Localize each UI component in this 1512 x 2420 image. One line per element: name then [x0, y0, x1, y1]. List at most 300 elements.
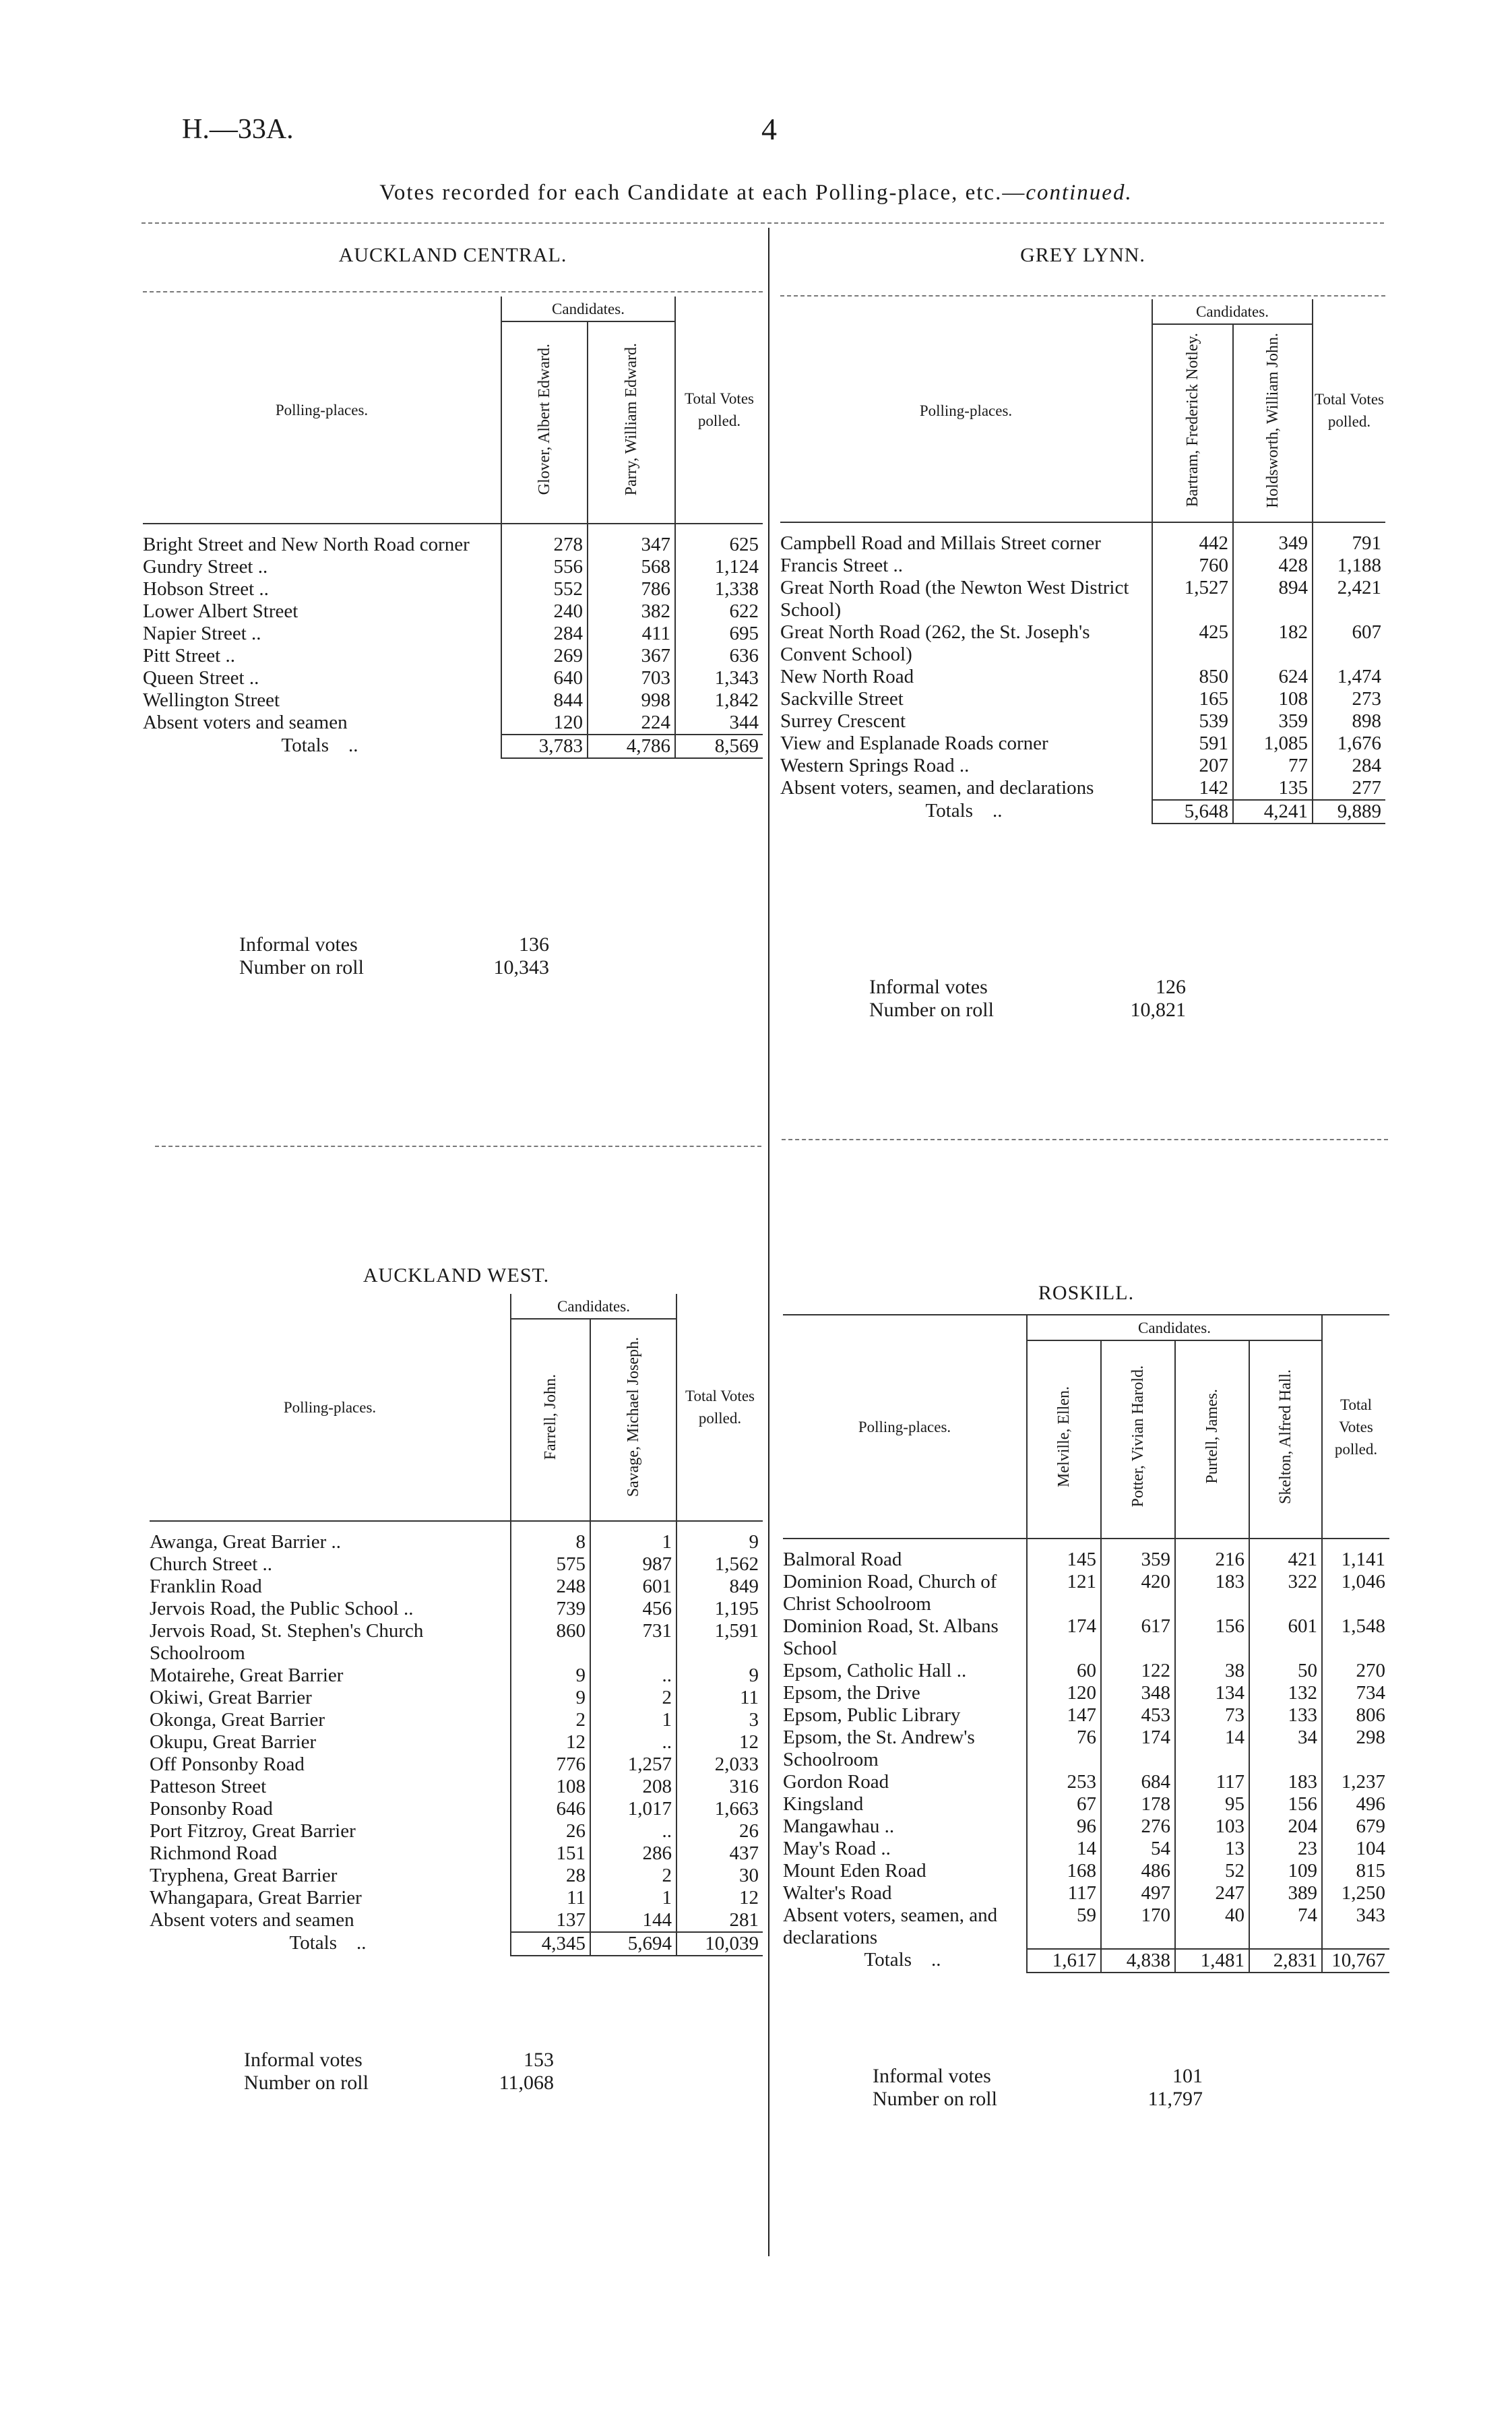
vote-count: 1,257	[590, 1754, 676, 1776]
polling-place: Absent voters and seamen	[150, 1909, 354, 1931]
vote-count: 52	[1175, 1860, 1249, 1882]
vote-count: 9	[511, 1665, 590, 1687]
candidate-name: Holdsworth, William John.	[1264, 332, 1282, 508]
total-votes: 1,842	[675, 689, 763, 712]
vote-count: 156	[1249, 1793, 1322, 1816]
total-header: Total Votes polled.	[1322, 1315, 1389, 1539]
candidate-total: 4,838	[1101, 1949, 1175, 1973]
total-votes: 1,124	[675, 556, 763, 578]
vote-count: 556	[501, 556, 588, 578]
vote-count: 204	[1249, 1816, 1322, 1838]
polling-place: Campbell Road and Millais Street corner	[780, 532, 1101, 554]
polling-place: Absent voters, seamen, and declarations	[780, 777, 1094, 799]
table-row	[780, 710, 1385, 733]
section-title: AUCKLAND WEST.	[363, 1264, 550, 1286]
table-row	[780, 666, 1385, 688]
total-votes: 2,421	[1313, 577, 1385, 621]
polling-place: Awanga, Great Barrier ..	[150, 1531, 341, 1553]
table-row	[150, 1909, 763, 1932]
polling-place: Off Ponsonby Road	[150, 1754, 305, 1775]
polling-place: Ponsonby Road	[150, 1798, 273, 1820]
vote-count: 67	[1027, 1793, 1101, 1816]
table-row	[780, 688, 1385, 710]
vote-count: 165	[1152, 688, 1233, 710]
candidate-total: 4,241	[1233, 800, 1313, 824]
vote-count: 442	[1152, 522, 1233, 555]
results-table	[150, 1294, 763, 1956]
candidate-name: Parry, William Edward.	[623, 343, 640, 496]
polling-place: Okiwi, Great Barrier	[150, 1687, 312, 1708]
total-votes: 9	[676, 1521, 763, 1553]
vote-count: 601	[1249, 1615, 1322, 1660]
candidate-name: Savage, Michael Joseph.	[625, 1336, 642, 1497]
total-votes: 625	[675, 524, 763, 556]
vote-count: 156	[1175, 1615, 1249, 1660]
vote-count: 617	[1101, 1615, 1175, 1660]
roll-value: 11,068	[499, 2072, 554, 2094]
informal-value: 126	[1156, 976, 1186, 998]
candidate-total: 1,481	[1175, 1949, 1249, 1973]
table-row	[783, 1882, 1389, 1904]
vote-count: 28	[511, 1865, 590, 1887]
vote-count: 428	[1233, 555, 1313, 577]
vote-count: 134	[1175, 1682, 1249, 1704]
table-row	[143, 524, 763, 556]
table-row	[143, 556, 763, 578]
polling-place: Hobson Street ..	[143, 578, 269, 600]
candidates-header: Candidates.	[511, 1294, 676, 1319]
vote-count: 420	[1101, 1571, 1175, 1615]
totals-label: Totals ..	[281, 735, 358, 756]
candidate-name: Farrell, John.	[542, 1373, 559, 1460]
total-votes: 281	[676, 1909, 763, 1932]
total-votes: 1,591	[676, 1620, 763, 1665]
candidate-name: Glover, Albert Edward.	[536, 344, 553, 495]
vote-count: 382	[588, 600, 675, 623]
table-row	[150, 1687, 763, 1709]
table-row	[150, 1754, 763, 1776]
vote-count: 411	[588, 623, 675, 645]
polling-place: Tryphena, Great Barrier	[150, 1865, 338, 1886]
total-votes: 1,474	[1313, 666, 1385, 688]
total-votes: 437	[676, 1842, 763, 1865]
polling-place: Dominion Road, St. Albans School	[783, 1615, 999, 1659]
vote-count: 95	[1175, 1793, 1249, 1816]
table-row	[143, 712, 763, 735]
total-votes: 30	[676, 1865, 763, 1887]
informal-label: Informal votes	[244, 2049, 363, 2071]
vote-count: 253	[1027, 1771, 1101, 1793]
vote-count: 2	[590, 1687, 676, 1709]
vote-count: 568	[588, 556, 675, 578]
vote-count: 108	[511, 1776, 590, 1798]
vote-count: 552	[501, 578, 588, 600]
vote-count: 13	[1175, 1838, 1249, 1860]
vote-count: 182	[1233, 621, 1313, 666]
table-row	[783, 1771, 1389, 1793]
vote-count: 76	[1027, 1727, 1101, 1771]
total-votes: 1,141	[1322, 1539, 1389, 1571]
vote-count: 248	[511, 1576, 590, 1598]
vote-count: 539	[1152, 710, 1233, 733]
table-row	[783, 1793, 1389, 1816]
polling-place: Port Fitzroy, Great Barrier	[150, 1820, 356, 1842]
roll-value: 10,343	[493, 956, 549, 979]
table-row	[150, 1620, 763, 1665]
vote-count: 2	[511, 1709, 590, 1731]
table-row	[150, 1576, 763, 1598]
candidate-total: 2,831	[1249, 1949, 1322, 1973]
polling-place: Patteson Street	[150, 1776, 267, 1797]
vote-count: 174	[1101, 1727, 1175, 1771]
total-votes: 1,188	[1313, 555, 1385, 577]
vote-count: 145	[1027, 1539, 1101, 1571]
vote-count: 731	[590, 1620, 676, 1665]
vote-count: 135	[1233, 777, 1313, 800]
table-row	[143, 578, 763, 600]
total-votes: 1,676	[1313, 733, 1385, 755]
vote-count: ..	[590, 1820, 676, 1842]
polling-place: Great North Road (262, the St. Joseph's Convent School)	[780, 621, 1090, 665]
table-row	[143, 667, 763, 689]
polling-place: New North Road	[780, 666, 914, 687]
total-votes: 3	[676, 1709, 763, 1731]
total-votes: 9	[676, 1665, 763, 1687]
table-row	[150, 1665, 763, 1687]
table-row	[780, 777, 1385, 800]
table-row	[780, 755, 1385, 777]
candidate-name: Bartram, Frederick Notley.	[1184, 333, 1201, 507]
polling-place: Wellington Street	[143, 689, 280, 711]
candidates-header: Candidates.	[1152, 299, 1313, 324]
candidate-name: Skelton, Alfred Hall.	[1277, 1369, 1294, 1504]
vote-count: 60	[1027, 1660, 1101, 1682]
candidate-total: 5,694	[590, 1932, 676, 1956]
roll-value: 10,821	[1130, 999, 1186, 1021]
polling-place: Epsom, Catholic Hall ..	[783, 1660, 967, 1681]
polling-place: Napier Street ..	[143, 623, 261, 644]
vote-count: 208	[590, 1776, 676, 1798]
vote-count: 776	[511, 1754, 590, 1776]
vote-count: 38	[1175, 1660, 1249, 1682]
vote-count: 8	[511, 1521, 590, 1553]
summary-auckland-central	[239, 933, 549, 979]
table-row	[150, 1842, 763, 1865]
total-votes: 344	[675, 712, 763, 735]
summary-grey-lynn	[869, 976, 1186, 1022]
total-votes: 1,046	[1322, 1571, 1389, 1615]
polling-places-header: Polling-places.	[143, 297, 501, 524]
vote-count: 108	[1233, 688, 1313, 710]
vote-count: 591	[1152, 733, 1233, 755]
polling-place: Western Springs Road ..	[780, 755, 970, 776]
vote-count: 1,085	[1233, 733, 1313, 755]
vote-count: 1	[590, 1521, 676, 1553]
total-votes: 343	[1322, 1904, 1389, 1949]
total-votes: 815	[1322, 1860, 1389, 1882]
vote-count: 786	[588, 578, 675, 600]
total-votes: 734	[1322, 1682, 1389, 1704]
totals-row	[780, 800, 1385, 824]
roll-label: Number on roll	[873, 2088, 997, 2110]
vote-count: ..	[590, 1665, 676, 1687]
results-table	[780, 299, 1385, 824]
vote-count: 120	[501, 712, 588, 735]
vote-count: 74	[1249, 1904, 1322, 1949]
total-votes: 1,663	[676, 1798, 763, 1820]
vote-count: 120	[1027, 1682, 1101, 1704]
informal-value: 101	[1172, 2065, 1203, 2087]
table-row	[783, 1838, 1389, 1860]
table-row	[143, 623, 763, 645]
table-row	[783, 1816, 1389, 1838]
vote-count: 137	[511, 1909, 590, 1932]
table-row	[783, 1571, 1389, 1615]
total-header: Total Votes polled.	[1313, 299, 1385, 522]
roll-value: 11,797	[1147, 2088, 1203, 2110]
polling-place: Richmond Road	[150, 1842, 278, 1864]
total-votes: 695	[675, 623, 763, 645]
total-votes: 104	[1322, 1838, 1389, 1860]
candidate-total: 3,783	[501, 735, 588, 758]
vote-count: 347	[588, 524, 675, 556]
polling-place: Mount Eden Road	[783, 1860, 926, 1882]
vote-count: 624	[1233, 666, 1313, 688]
total-votes: 496	[1322, 1793, 1389, 1816]
table-row	[150, 1798, 763, 1820]
total-votes: 1,343	[675, 667, 763, 689]
total-votes: 26	[676, 1820, 763, 1842]
vote-count: 224	[588, 712, 675, 735]
vote-count: 998	[588, 689, 675, 712]
grand-total: 9,889	[1313, 800, 1385, 824]
vote-count: 348	[1101, 1682, 1175, 1704]
total-votes: 277	[1313, 777, 1385, 800]
total-votes: 1,562	[676, 1553, 763, 1576]
total-votes: 12	[676, 1887, 763, 1909]
polling-place: Gundry Street ..	[143, 556, 268, 578]
vote-count: 425	[1152, 621, 1233, 666]
totals-label: Totals ..	[289, 1932, 367, 1954]
polling-places-header: Polling-places.	[150, 1294, 511, 1521]
polling-place: Bright Street and New North Road corner	[143, 534, 470, 555]
vote-count: 349	[1233, 522, 1313, 555]
polling-place: Gordon Road	[783, 1771, 889, 1793]
polling-place: Pitt Street ..	[143, 645, 235, 666]
vote-count: 269	[501, 645, 588, 667]
vote-count: 739	[511, 1598, 590, 1620]
totals-row	[143, 735, 763, 758]
section-title: ROSKILL.	[1038, 1282, 1135, 1304]
vote-count: 284	[501, 623, 588, 645]
candidate-name: Potter, Vivian Harold.	[1129, 1365, 1147, 1508]
vote-count: 1	[590, 1709, 676, 1731]
polling-place: Jervois Road, St. Stephen's Church Schoolroom	[150, 1620, 424, 1664]
roll-label: Number on roll	[239, 956, 364, 979]
polling-place: Lower Albert Street	[143, 600, 298, 622]
vote-count: 240	[501, 600, 588, 623]
summary-auckland-west	[244, 2049, 554, 2095]
informal-label: Informal votes	[869, 976, 988, 998]
table-row	[150, 1776, 763, 1798]
polling-place: Motairehe, Great Barrier	[150, 1665, 344, 1686]
vote-count: 96	[1027, 1816, 1101, 1838]
vote-count: 122	[1101, 1660, 1175, 1682]
roll-label: Number on roll	[869, 999, 994, 1021]
total-votes: 298	[1322, 1727, 1389, 1771]
total-votes: 2,033	[676, 1754, 763, 1776]
table-row	[780, 577, 1385, 621]
totals-label: Totals ..	[925, 800, 1003, 821]
vote-count: 174	[1027, 1615, 1101, 1660]
polling-place: Sackville Street	[780, 688, 904, 710]
polling-place: Mangawhau ..	[783, 1816, 895, 1837]
section-roskill	[783, 1279, 1389, 2061]
vote-count: 860	[511, 1620, 590, 1665]
total-votes: 607	[1313, 621, 1385, 666]
vote-count: 59	[1027, 1904, 1101, 1949]
vote-count: 73	[1175, 1704, 1249, 1727]
vote-count: 216	[1175, 1539, 1249, 1571]
vote-count: 2	[590, 1865, 676, 1887]
vote-count: 144	[590, 1909, 676, 1932]
section-title: GREY LYNN.	[1020, 244, 1145, 266]
page-title: Votes recorded for each Candidate at each Polling-place, etc.—continued.	[379, 181, 1133, 205]
vote-count: 286	[590, 1842, 676, 1865]
candidate-name: Purtell, James.	[1203, 1389, 1221, 1484]
table-row	[143, 600, 763, 623]
vote-count: 183	[1249, 1771, 1322, 1793]
vote-count: 322	[1249, 1571, 1322, 1615]
table-row	[783, 1660, 1389, 1682]
vote-count: 9	[511, 1687, 590, 1709]
vote-count: 26	[511, 1820, 590, 1842]
table-row	[783, 1727, 1389, 1771]
polling-place: Epsom, Public Library	[783, 1704, 961, 1726]
polling-place: Queen Street ..	[143, 667, 259, 689]
total-votes: 1,195	[676, 1598, 763, 1620]
results-table	[783, 1314, 1389, 1973]
section-grey-lynn	[780, 237, 1385, 979]
total-votes: 849	[676, 1576, 763, 1598]
vote-count: 1	[590, 1887, 676, 1909]
total-votes: 1,237	[1322, 1771, 1389, 1793]
total-votes: 622	[675, 600, 763, 623]
polling-place: Great North Road (the Newton West District School)	[780, 577, 1129, 621]
vote-count: 117	[1027, 1882, 1101, 1904]
document-code: H.—33A.	[182, 114, 294, 145]
candidate-total: 4,786	[588, 735, 675, 758]
vote-count: 497	[1101, 1882, 1175, 1904]
vote-count: 646	[511, 1798, 590, 1820]
table-row	[783, 1704, 1389, 1727]
table-row	[780, 621, 1385, 666]
total-votes: 791	[1313, 522, 1385, 555]
table-row	[783, 1860, 1389, 1882]
table-row	[150, 1709, 763, 1731]
polling-place: Church Street ..	[150, 1553, 273, 1575]
polling-place: Jervois Road, the Public School ..	[150, 1598, 414, 1619]
vote-count: 151	[511, 1842, 590, 1865]
vote-count: 850	[1152, 666, 1233, 688]
vote-count: 367	[588, 645, 675, 667]
vote-count: 109	[1249, 1860, 1322, 1882]
vote-count: 54	[1101, 1838, 1175, 1860]
total-votes: 1,338	[675, 578, 763, 600]
polling-place: Okonga, Great Barrier	[150, 1709, 325, 1731]
vote-count: ..	[590, 1731, 676, 1754]
total-votes: 1,548	[1322, 1615, 1389, 1660]
polling-place: Epsom, the Drive	[783, 1682, 920, 1704]
table-row	[783, 1539, 1389, 1571]
candidate-name: Melville, Ellen.	[1055, 1386, 1073, 1487]
vote-count: 121	[1027, 1571, 1101, 1615]
polling-place: View and Esplanade Roads corner	[780, 733, 1048, 754]
vote-count: 14	[1175, 1727, 1249, 1771]
roll-label: Number on roll	[244, 2072, 369, 2094]
table-row	[150, 1731, 763, 1754]
informal-value: 153	[524, 2049, 554, 2071]
vote-count: 421	[1249, 1539, 1322, 1571]
table-row	[780, 555, 1385, 577]
vote-count: 575	[511, 1553, 590, 1576]
vote-count: 640	[501, 667, 588, 689]
total-votes: 898	[1313, 710, 1385, 733]
vote-count: 684	[1101, 1771, 1175, 1793]
total-votes: 270	[1322, 1660, 1389, 1682]
vote-count: 844	[501, 689, 588, 712]
total-header: Total Votes polled.	[675, 297, 763, 524]
vote-count: 1,527	[1152, 577, 1233, 621]
vote-count: 147	[1027, 1704, 1101, 1727]
vote-count: 703	[588, 667, 675, 689]
vote-count: 77	[1233, 755, 1313, 777]
total-votes: 284	[1313, 755, 1385, 777]
vote-count: 207	[1152, 755, 1233, 777]
table-row	[150, 1521, 763, 1553]
candidates-header: Candidates.	[1027, 1315, 1322, 1340]
polling-places-header: Polling-places.	[783, 1315, 1027, 1539]
vote-count: 40	[1175, 1904, 1249, 1949]
vote-count: 359	[1101, 1539, 1175, 1571]
table-row	[150, 1553, 763, 1576]
vote-count: 278	[501, 524, 588, 556]
candidate-total: 4,345	[511, 1932, 590, 1956]
grand-total: 10,767	[1322, 1949, 1389, 1973]
total-votes: 1,250	[1322, 1882, 1389, 1904]
table-row	[143, 689, 763, 712]
vote-count: 11	[511, 1887, 590, 1909]
total-votes: 806	[1322, 1704, 1389, 1727]
table-row	[783, 1682, 1389, 1704]
vote-count: 170	[1101, 1904, 1175, 1949]
section-auckland-central	[143, 237, 763, 979]
table-row	[150, 1820, 763, 1842]
totals-row	[783, 1949, 1389, 1973]
vote-count: 14	[1027, 1838, 1101, 1860]
vote-count: 117	[1175, 1771, 1249, 1793]
polling-place: Balmoral Road	[783, 1549, 902, 1570]
summary-roskill	[873, 2065, 1203, 2111]
vote-count: 103	[1175, 1816, 1249, 1838]
informal-value: 136	[519, 933, 549, 956]
table-row	[150, 1865, 763, 1887]
page-number: 4	[761, 112, 777, 146]
polling-place: May's Road ..	[783, 1838, 891, 1859]
vote-count: 359	[1233, 710, 1313, 733]
vote-count: 142	[1152, 777, 1233, 800]
vote-count: 12	[511, 1731, 590, 1754]
